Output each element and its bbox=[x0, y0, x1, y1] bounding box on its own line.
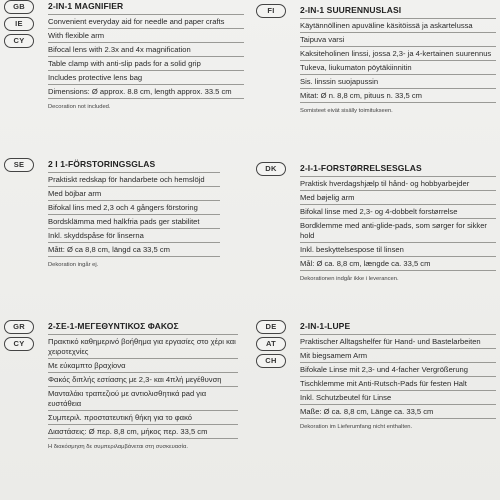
feature-row: Μανταλάκι τραπεζιού με αντιολισθητικά pad για ευστάθεια bbox=[48, 387, 238, 411]
feature-row: Med böjbar arm bbox=[48, 187, 220, 201]
section-title: 2-IN-1-LUPE bbox=[300, 321, 351, 331]
feature-row: Φακός διπλής εστίασης με 2,3- και 4πλή μεγέθυνση bbox=[48, 373, 238, 387]
feature-row: Includes protective lens bag bbox=[48, 71, 244, 85]
feature-row: Mål: Ø ca. 8,8 cm, længde ca. 33,5 cm bbox=[300, 257, 496, 271]
country-badge-gr: GR bbox=[4, 320, 34, 334]
country-badge-de: DE bbox=[256, 320, 286, 334]
country-badge-gb: GB bbox=[4, 0, 34, 14]
feature-row: Bifokal lins med 2,3 och 4 gångers förstoring bbox=[48, 201, 220, 215]
feature-row: Inkl. skyddspåse för linserna bbox=[48, 229, 220, 243]
country-badges bbox=[256, 162, 300, 179]
feature-list bbox=[300, 334, 496, 419]
country-badge-dk: DK bbox=[256, 162, 286, 176]
feature-row: Με εύκαμπτο βραχίονα bbox=[48, 359, 238, 373]
feature-row: Convenient everyday aid for needle and paper crafts bbox=[48, 14, 244, 29]
feature-row: Mitat: Ø n. 8,8 cm, pituus n. 33,5 cm bbox=[300, 89, 496, 103]
feature-row: Sis. linssin suojapussin bbox=[300, 75, 496, 89]
feature-list bbox=[48, 14, 244, 99]
country-badge-ch: CH bbox=[256, 354, 286, 368]
feature-row: Bordsklämma med halkfria pads ger stabilitet bbox=[48, 215, 220, 229]
feature-row: Πρακτικό καθημερινό βοήθημα για εργασίες στο χέρι και χειροτεχνίες bbox=[48, 334, 238, 359]
section-content bbox=[300, 320, 496, 431]
country-badges bbox=[256, 4, 300, 21]
feature-row: Taipuva varsi bbox=[300, 33, 496, 47]
section-title: 2 I 1-FÖRSTORINGSGLAS bbox=[48, 159, 156, 169]
section-title: 2-IN-1 SUURENNUSLASI bbox=[300, 5, 402, 15]
section-content bbox=[300, 4, 496, 115]
feature-list bbox=[48, 172, 220, 257]
country-badges bbox=[4, 0, 48, 51]
country-badge-cy: CY bbox=[4, 337, 34, 351]
feature-row: Bifocal lens with 2.3x and 4x magnification bbox=[48, 43, 244, 57]
country-badge-at: AT bbox=[256, 337, 286, 351]
feature-row: Praktisk hverdagshjælp til hånd- og hobbyarbejder bbox=[300, 176, 496, 191]
feature-row: Maße: Ø ca. 8,8 cm, Länge ca. 33,5 cm bbox=[300, 405, 496, 419]
section-title: 2-I-1-FORSTØRRELSESGLAS bbox=[300, 163, 422, 173]
country-badge-ie: IE bbox=[4, 17, 34, 31]
feature-row: Συμπεριλ. προστατευτική θήκη για το φακό bbox=[48, 411, 238, 425]
feature-row: Bifokale Linse mit 2,3- und 4-facher Vergrößerung bbox=[300, 363, 496, 377]
feature-list bbox=[48, 334, 238, 439]
country-badges bbox=[4, 320, 48, 354]
section-title: 2-IN-1 MAGNIFIER bbox=[48, 1, 124, 11]
feature-row: Table clamp with anti-slip pads for a solid grip bbox=[48, 57, 244, 71]
section-title: 2-ΣΕ-1-ΜΕΓΕΘΥΝΤΙΚΟΣ ΦΑΚΟΣ bbox=[48, 321, 179, 331]
feature-list bbox=[300, 18, 496, 103]
country-badges bbox=[256, 320, 300, 371]
feature-row: Praktischer Alltagshelfer für Hand- und Bastelarbeiten bbox=[300, 334, 496, 349]
feature-row: Tischklemme mit Anti-Rutsch-Pads für festen Halt bbox=[300, 377, 496, 391]
decoration-note: Η διακόσμηση δε συμπεριλαμβάνεται στη συσκευασία. bbox=[48, 444, 188, 450]
section-content bbox=[48, 320, 238, 451]
decoration-note: Somisteet eivät sisälly toimitukseen. bbox=[300, 108, 393, 114]
feature-list bbox=[300, 176, 496, 271]
country-badges bbox=[4, 158, 48, 175]
feature-row: Inkl. beskyttelsespose til linsen bbox=[300, 243, 496, 257]
decoration-note: Dekoration im Lieferumfang nicht enthalten. bbox=[300, 424, 413, 430]
section-content bbox=[300, 162, 496, 283]
feature-row: With flexible arm bbox=[48, 29, 244, 43]
feature-row: Bordklemme med anti-glide-pads, som sørger for sikker hold bbox=[300, 219, 496, 243]
feature-row: Kaksiteholinen linssi, jossa 2,3- ja 4-kertainen suurennus bbox=[300, 47, 496, 61]
decoration-note: Dekoration ingår ej. bbox=[48, 262, 99, 268]
feature-row: Tukeva, liukumaton pöytäkiinnitin bbox=[300, 61, 496, 75]
country-badge-se: SE bbox=[4, 158, 34, 172]
feature-row: Bifokal linse med 2,3- og 4-dobbelt forstørrelse bbox=[300, 205, 496, 219]
feature-row: Med bøjelig arm bbox=[300, 191, 496, 205]
feature-row: Mit biegsamem Arm bbox=[300, 349, 496, 363]
section-content bbox=[48, 158, 220, 269]
feature-row: Inkl. Schutzbeutel für Linse bbox=[300, 391, 496, 405]
feature-row: Käytännöllinen apuväline käsitöissä ja askartelussa bbox=[300, 18, 496, 33]
country-badge-fi: FI bbox=[256, 4, 286, 18]
feature-row: Mått: Ø ca 8,8 cm, längd ca 33,5 cm bbox=[48, 243, 220, 257]
feature-row: Διαστάσεις: Ø περ. 8,8 cm, μήκος περ. 33,5 cm bbox=[48, 425, 238, 439]
section-content bbox=[48, 0, 244, 111]
feature-row: Praktiskt redskap för handarbete och hemslöjd bbox=[48, 172, 220, 187]
decoration-note: Dekorationen indgår ikke i leverancen. bbox=[300, 276, 399, 282]
feature-row: Dimensions: Ø approx. 8.8 cm, length approx. 33.5 cm bbox=[48, 85, 244, 99]
country-badge-cy: CY bbox=[4, 34, 34, 48]
decoration-note: Decoration not included. bbox=[48, 104, 111, 110]
